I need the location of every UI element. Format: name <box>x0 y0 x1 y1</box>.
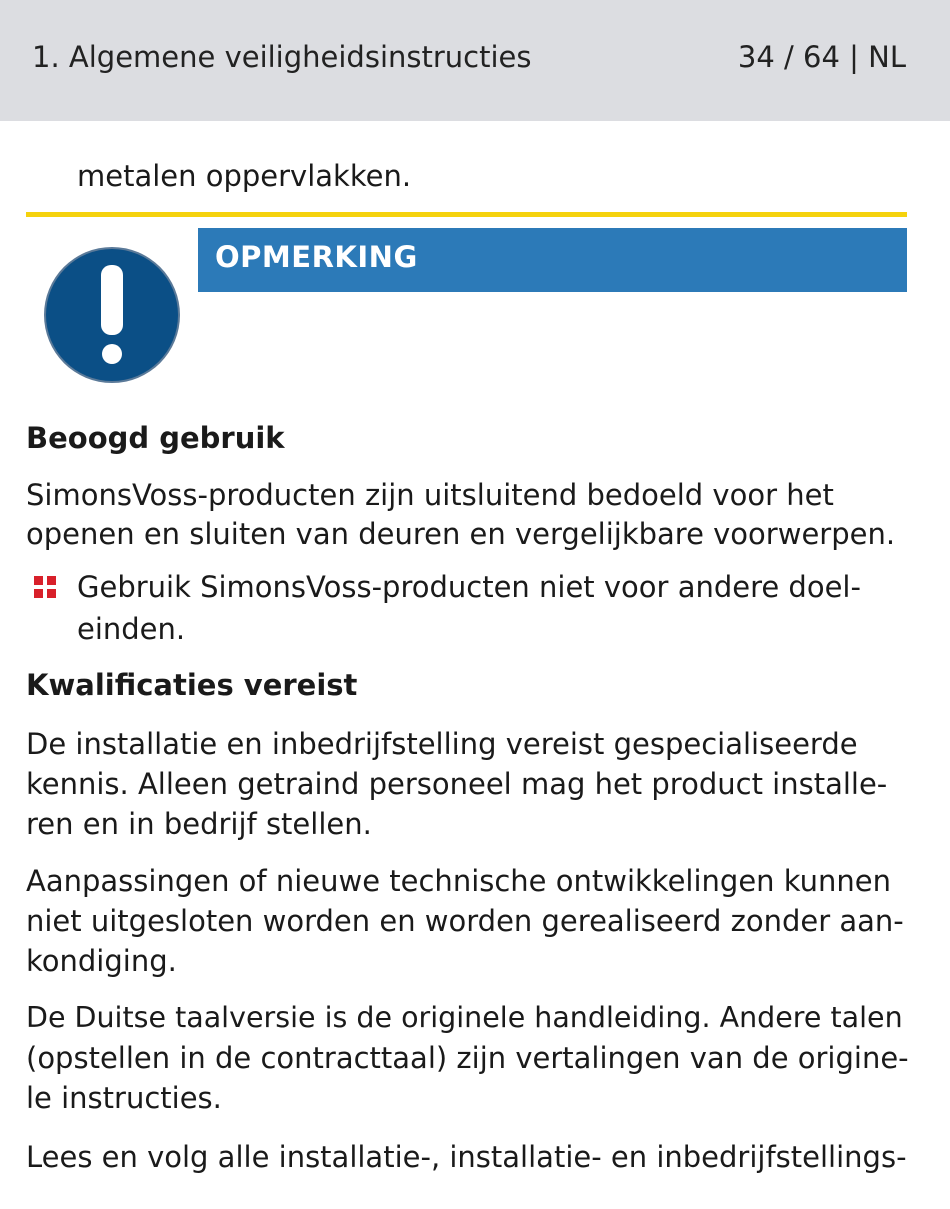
paragraph-line: De installatie en inbedrijfstelling vereist gespecialiseerde <box>26 727 858 761</box>
heading-intended-use: Beoogd gebruik <box>26 421 285 455</box>
paragraph-line: (opstellen in de contracttaal) zijn vertalingen van de origine- <box>26 1041 909 1075</box>
bullet-line: Gebruik SimonsVoss-producten niet voor andere doel- <box>77 570 861 604</box>
paragraph-line: Lees en volg alle installatie-, installatie- en inbedrijfstellings- <box>26 1140 907 1174</box>
note-title: OPMERKING <box>215 240 418 274</box>
page-indicator: 34 / 64 | NL <box>737 40 906 74</box>
bullet-line: einden. <box>77 612 186 646</box>
paragraph-line: openen en sluiten van deuren en vergelijkbare voorwerpen. <box>26 517 896 551</box>
note-divider <box>26 212 907 217</box>
paragraph-line: De Duitse taalversie is de originele handleiding. Andere talen <box>26 1001 903 1034</box>
paragraph-line: Aanpassingen of nieuwe technische ontwikkelingen kunnen <box>26 864 892 898</box>
note-banner <box>198 228 907 292</box>
paragraph-line: SimonsVoss-producten zijn uitsluitend bedoeld voor het <box>26 478 834 512</box>
paragraph-line: kondiging. <box>26 944 177 978</box>
paragraph-line: le instructies. <box>26 1081 222 1115</box>
heading-qualifications: Kwalificaties vereist <box>26 668 358 702</box>
intro-fragment: metalen oppervlakken. <box>77 159 412 193</box>
paragraph-line: ren en in bedrijf stellen. <box>26 807 372 841</box>
page-header <box>0 0 950 121</box>
paragraph-line: kennis. Alleen getraind personeel mag het product installe- <box>26 767 888 801</box>
section-title: 1. Algemene veiligheidsinstructies <box>32 40 532 74</box>
red-grid-bullet-icon <box>34 576 56 598</box>
exclamation-mandatory-icon <box>42 245 182 385</box>
paragraph-line: niet uitgesloten worden en worden gerealiseerd zonder aan- <box>26 904 904 938</box>
